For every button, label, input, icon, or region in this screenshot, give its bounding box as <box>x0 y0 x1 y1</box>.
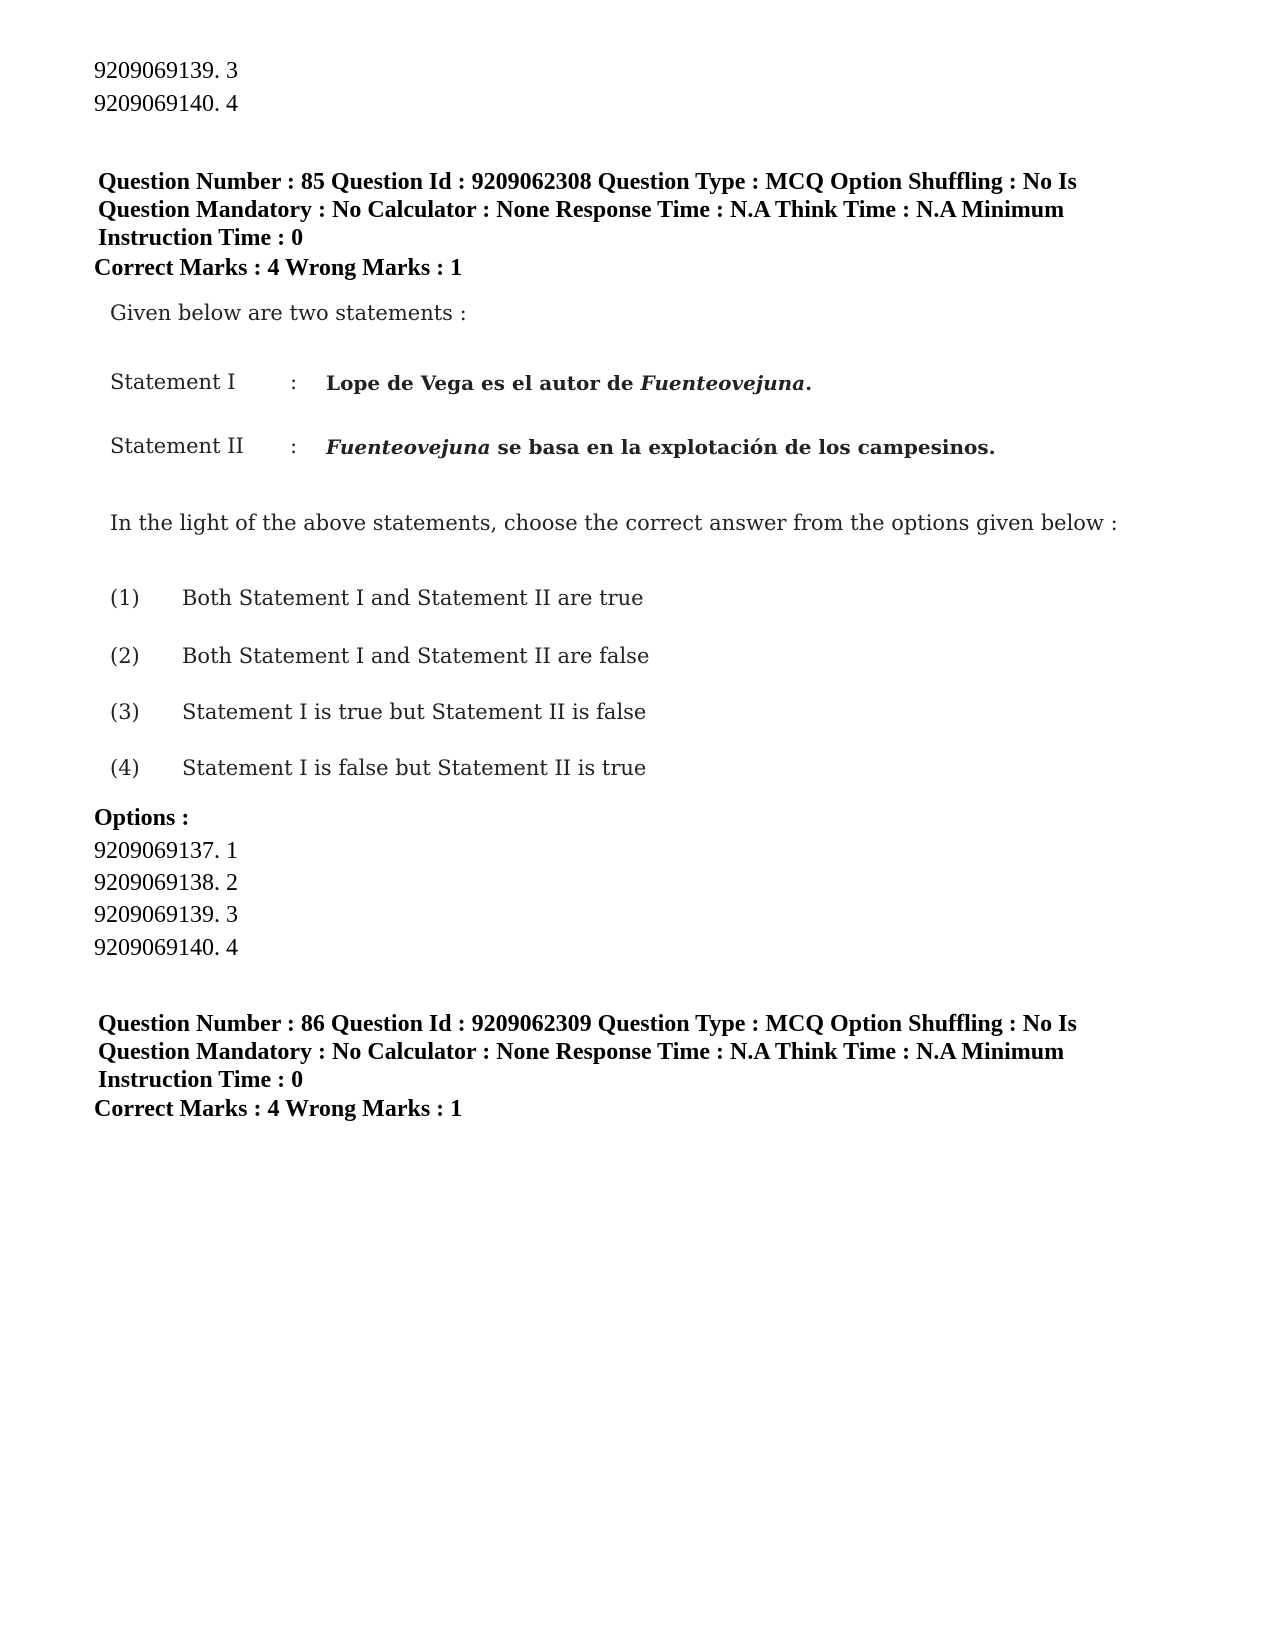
statement-2-label: Statement II <box>110 434 244 458</box>
option-line: 9209069139. 3 <box>94 58 238 84</box>
statements-intro: Given below are two statements : <box>110 301 467 325</box>
header-line: Question Mandatory : No Calculator : None Response Time : N.A Think Time : N.A Minimum <box>98 1039 1065 1065</box>
options-label: Options : <box>94 805 190 831</box>
choice-number: (2) <box>110 644 140 668</box>
choice-text: Statement I is true but Statement II is false <box>182 700 647 724</box>
statement-2-text-b: se basa en la explotación de los campesinos. <box>490 435 996 459</box>
statement-2-text <box>326 435 996 459</box>
choice-number: (1) <box>110 586 140 610</box>
question-85-header <box>98 168 1158 252</box>
header-line: Question Number : 86 Question Id : 9209062309 Question Type : MCQ Option Shuffling : No Is <box>98 1011 1077 1037</box>
choice-text: Both Statement I and Statement II are false <box>182 644 650 668</box>
choice-number: (4) <box>110 756 140 780</box>
question-instruction: In the light of the above statements, choose the correct answer from the options given below : <box>110 511 1118 535</box>
statement-1-text-a: Lope de Vega es el autor de <box>326 371 641 395</box>
option-line: 9209069138. 2 <box>94 870 238 896</box>
choice-text: Statement I is false but Statement II is true <box>182 756 647 780</box>
statement-1-colon: : <box>290 370 298 394</box>
choice-text: Both Statement I and Statement II are true <box>182 586 644 610</box>
question-85-marks: Correct Marks : 4 Wrong Marks : 1 <box>94 255 463 281</box>
header-line: Question Mandatory : No Calculator : None Response Time : N.A Think Time : N.A Minimum <box>98 197 1065 223</box>
option-line: 9209069139. 3 <box>94 902 238 928</box>
statement-1-text-b: . <box>805 371 813 395</box>
statement-2-title: Fuenteovejuna <box>326 435 491 459</box>
question-86-marks: Correct Marks : 4 Wrong Marks : 1 <box>94 1096 463 1122</box>
option-line: 9209069140. 4 <box>94 91 238 117</box>
header-line: Question Number : 85 Question Id : 9209062308 Question Type : MCQ Option Shuffling : No Is <box>98 169 1077 195</box>
header-line: Instruction Time : 0 <box>98 225 304 251</box>
option-line: 9209069140. 4 <box>94 935 238 961</box>
statement-1-title: Fuenteovejuna <box>640 371 806 395</box>
option-line: 9209069137. 1 <box>94 838 238 864</box>
choice-number: (3) <box>110 700 140 724</box>
statement-1-text <box>326 371 812 395</box>
header-line: Instruction Time : 0 <box>98 1067 304 1093</box>
statement-1-label: Statement I <box>110 370 236 394</box>
question-85-image <box>98 301 1118 826</box>
statement-2-colon: : <box>290 434 298 458</box>
question-86-header <box>98 1010 1158 1094</box>
